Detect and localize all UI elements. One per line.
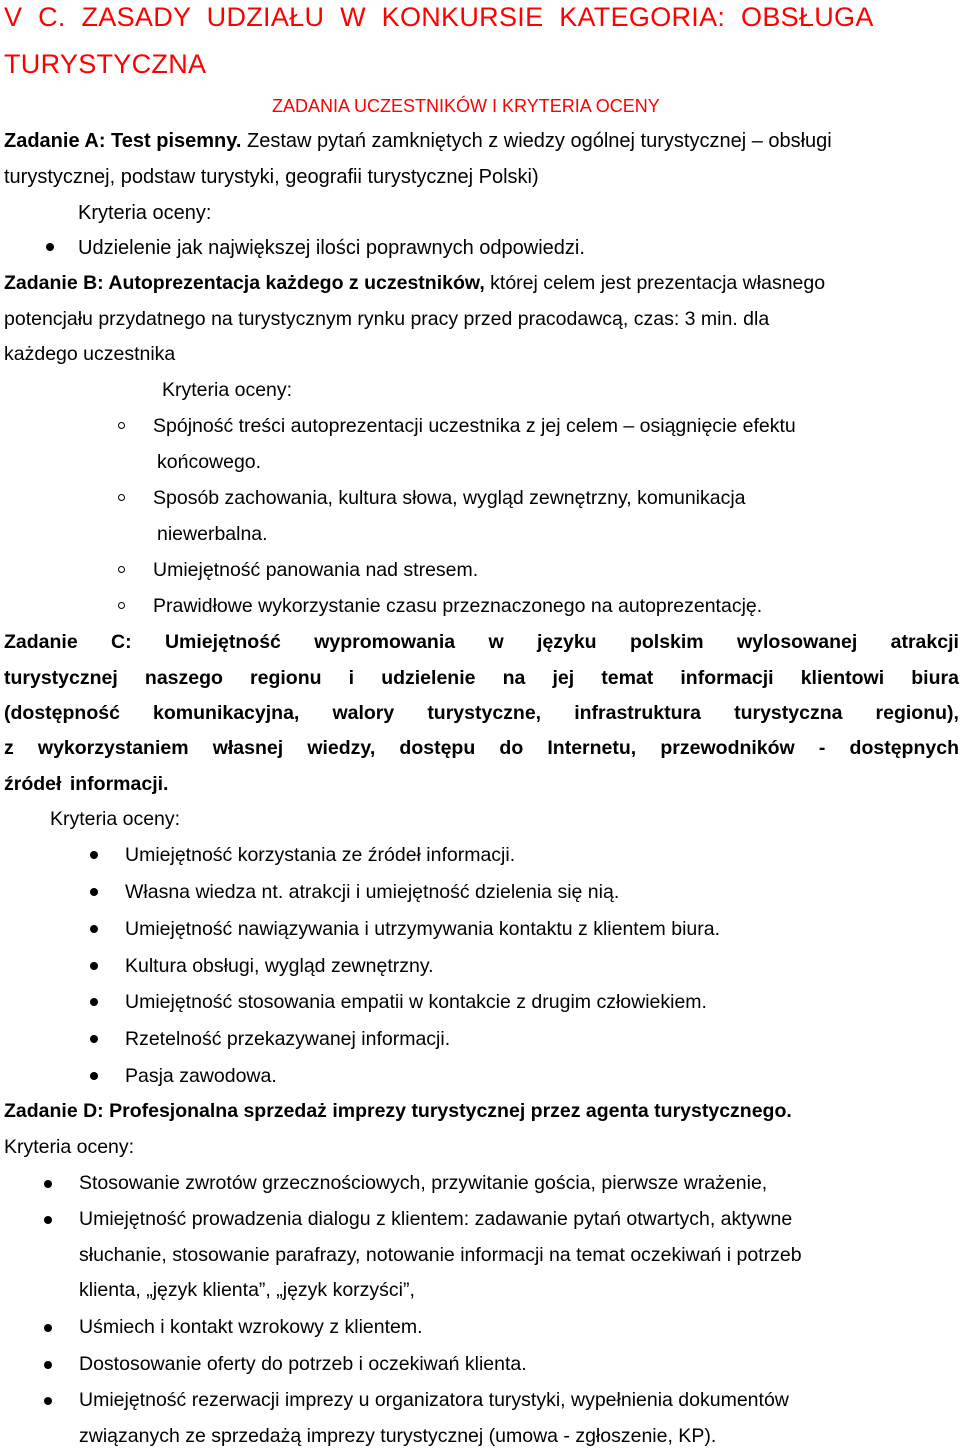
task-b-criterion-1: Spójność treści autoprezentacji uczestnika z jej celem – osiągnięcie efektu bbox=[153, 415, 796, 437]
page-subtitle: ZADANIA UCZESTNIKÓW I KRYTERIA OCENY bbox=[272, 96, 660, 116]
task-c-word: przewodników bbox=[660, 737, 795, 759]
task-c-word: języku bbox=[536, 631, 597, 653]
task-c-criterion-5: Umiejętność stosowania empatii w kontakcie z drugim człowiekiem. bbox=[125, 991, 707, 1013]
task-b-text-line3: każdego uczestnika bbox=[4, 343, 176, 365]
bullet-icon bbox=[44, 1180, 52, 1188]
bullet-icon bbox=[44, 1397, 52, 1405]
bullet-icon bbox=[44, 1216, 52, 1224]
task-c-word: infrastruktura bbox=[574, 702, 701, 724]
task-b-text-line2: potencjału przydatnego na turystycznym rynku pracy przed pracodawcą, czas: 3 min. dla bbox=[4, 308, 770, 330]
task-c-word: w bbox=[488, 631, 504, 653]
task-a-text-line2: turystycznej, podstaw turystyki, geografii turystycznej Polski) bbox=[4, 166, 539, 188]
task-c-criterion-2: Własna wiedza nt. atrakcji i umiejętność dzielenia się nią. bbox=[125, 881, 620, 903]
task-c-word: biura bbox=[911, 667, 959, 689]
task-d-criterion-4: Dostosowanie oferty do potrzeb i oczekiwań klienta. bbox=[79, 1353, 527, 1375]
task-c-word: dostępu bbox=[399, 737, 476, 759]
task-c-line1 bbox=[4, 633, 959, 653]
task-d-criterion-5: Umiejętność rezerwacji imprezy u organizatora turystyki, wypełnienia dokumentów bbox=[79, 1389, 789, 1411]
task-c-word: polskim bbox=[629, 631, 704, 653]
bullet-icon bbox=[118, 602, 125, 609]
task-c-word: jej bbox=[552, 667, 575, 689]
task-b-criterion-2: Sposób zachowania, kultura słowa, wygląd zewnętrzny, komunikacja bbox=[153, 487, 746, 509]
task-d-criterion-2: Umiejętność prowadzenia dialogu z klientem: zadawanie pytań otwartych, aktywne bbox=[79, 1208, 793, 1230]
task-c-line4 bbox=[4, 739, 959, 759]
bullet-icon bbox=[90, 1072, 98, 1080]
bullet-icon bbox=[44, 1361, 52, 1369]
task-c-word: C: bbox=[111, 631, 132, 653]
task-c-word: Zadanie bbox=[4, 631, 78, 653]
task-c-line5: źródeł informacji. bbox=[4, 773, 169, 795]
task-a-line1 bbox=[4, 131, 832, 151]
bullet-icon bbox=[118, 494, 125, 501]
task-c-word: i bbox=[348, 667, 355, 689]
task-b-line1 bbox=[4, 274, 825, 294]
page-title-line1: V C. ZASADY UDZIAŁU W KONKURSIE KATEGORIA: OBSŁUGA bbox=[4, 2, 874, 32]
task-d-criterion-5-cont: związanych ze sprzedażą imprezy turystycznej (umowa - zgłoszenie, KP). bbox=[79, 1425, 717, 1447]
task-c-criterion-7: Pasja zawodowa. bbox=[125, 1065, 277, 1087]
task-b-criterion-4: Prawidłowe wykorzystanie czasu przeznaczonego na autoprezentację. bbox=[153, 595, 763, 617]
task-c-word: wykorzystaniem bbox=[37, 737, 189, 759]
task-c-criteria-label: Kryteria oceny: bbox=[50, 808, 181, 830]
bullet-icon bbox=[90, 962, 98, 970]
task-c-word: własnej bbox=[212, 737, 284, 759]
task-c-word: temat bbox=[601, 667, 654, 689]
task-c-criterion-6: Rzetelność przekazywanej informacji. bbox=[125, 1028, 451, 1050]
task-c-criterion-4: Kultura obsługi, wygląd zewnętrzny. bbox=[125, 955, 434, 977]
task-c-word: walory bbox=[332, 702, 395, 724]
task-b-criteria-label: Kryteria oceny: bbox=[162, 379, 293, 401]
task-c-word: turystyczna bbox=[734, 702, 843, 724]
task-c-word: z bbox=[4, 737, 14, 759]
task-c-word: klientowi bbox=[800, 667, 885, 689]
task-b-text: której celem jest prezentacja własnego bbox=[490, 272, 826, 294]
task-c-criterion-1: Umiejętność korzystania ze źródeł informacji. bbox=[125, 844, 516, 866]
task-c-word: turystycznej bbox=[4, 667, 118, 689]
task-d-criterion-1: Stosowanie zwrotów grzecznościowych, przywitanie gościa, pierwsze wrażenie, bbox=[79, 1172, 768, 1194]
task-a-text: Zestaw pytań zamkniętych z wiedzy ogólnej turystycznej – obsługi bbox=[247, 130, 832, 152]
page-title-line2: TURYSTYCZNA bbox=[4, 49, 207, 79]
task-d-criteria-label: Kryteria oceny: bbox=[4, 1136, 135, 1158]
task-a-criterion-1: Udzielenie jak największej ilości poprawnych odpowiedzi. bbox=[78, 237, 585, 259]
task-c-word: atrakcji bbox=[890, 631, 959, 653]
task-c-word: Internetu, bbox=[547, 737, 637, 759]
bullet-icon bbox=[90, 851, 98, 859]
bullet-icon bbox=[90, 925, 98, 933]
task-b-criterion-1-cont: końcowego. bbox=[157, 451, 262, 473]
bullet-icon bbox=[90, 888, 98, 896]
task-d-criterion-2-cont2: klienta, „język klienta”, „język korzyści”, bbox=[79, 1279, 415, 1301]
task-c-line2 bbox=[4, 669, 959, 689]
bullet-icon bbox=[118, 566, 125, 573]
task-b-label: Zadanie B: Autoprezentacja każdego z uczestników, bbox=[4, 272, 485, 294]
task-c-word: turystyczne, bbox=[427, 702, 542, 724]
task-c-word: do bbox=[499, 737, 524, 759]
task-c-word: wypromowania bbox=[314, 631, 456, 653]
task-c-word: wylosowanej bbox=[736, 631, 858, 653]
task-d-label: Zadanie D: Profesjonalna sprzedaż imprezy turystycznej przez agenta turystycznego. bbox=[4, 1100, 792, 1122]
task-c-word: naszego bbox=[144, 667, 223, 689]
task-b-criterion-2-cont: niewerbalna. bbox=[157, 523, 268, 545]
task-c-word: - bbox=[818, 737, 826, 759]
task-c-word: dostępnych bbox=[849, 737, 959, 759]
task-c-word: wiedzy, bbox=[307, 737, 376, 759]
bullet-icon bbox=[90, 1035, 98, 1043]
task-c-word: na bbox=[502, 667, 526, 689]
task-c-line3 bbox=[4, 704, 959, 724]
bullet-icon bbox=[44, 1324, 52, 1332]
bullet-icon bbox=[118, 422, 125, 429]
bullet-icon bbox=[46, 243, 54, 251]
task-c-word: (dostępność bbox=[4, 702, 120, 724]
task-c-word: regionu), bbox=[875, 702, 959, 724]
task-d-criterion-3: Uśmiech i kontakt wzrokowy z klientem. bbox=[79, 1316, 423, 1338]
task-a-criteria-label: Kryteria oceny: bbox=[78, 202, 212, 224]
task-c-word: udzielenie bbox=[381, 667, 476, 689]
task-c-word: Umiejętność bbox=[164, 631, 281, 653]
task-d-criterion-2-cont1: słuchanie, stosowanie parafrazy, notowanie informacji na temat oczekiwań i potrzeb bbox=[79, 1244, 802, 1266]
task-c-criterion-3: Umiejętność nawiązywania i utrzymywania kontaktu z klientem biura. bbox=[125, 918, 720, 940]
task-a-label: Zadanie A: Test pisemny. bbox=[4, 130, 242, 152]
task-b-criterion-3: Umiejętność panowania nad stresem. bbox=[153, 559, 479, 581]
task-c-word: komunikacyjna, bbox=[153, 702, 300, 724]
task-c-word: regionu bbox=[250, 667, 322, 689]
task-c-word: informacji bbox=[680, 667, 774, 689]
bullet-icon bbox=[90, 998, 98, 1006]
